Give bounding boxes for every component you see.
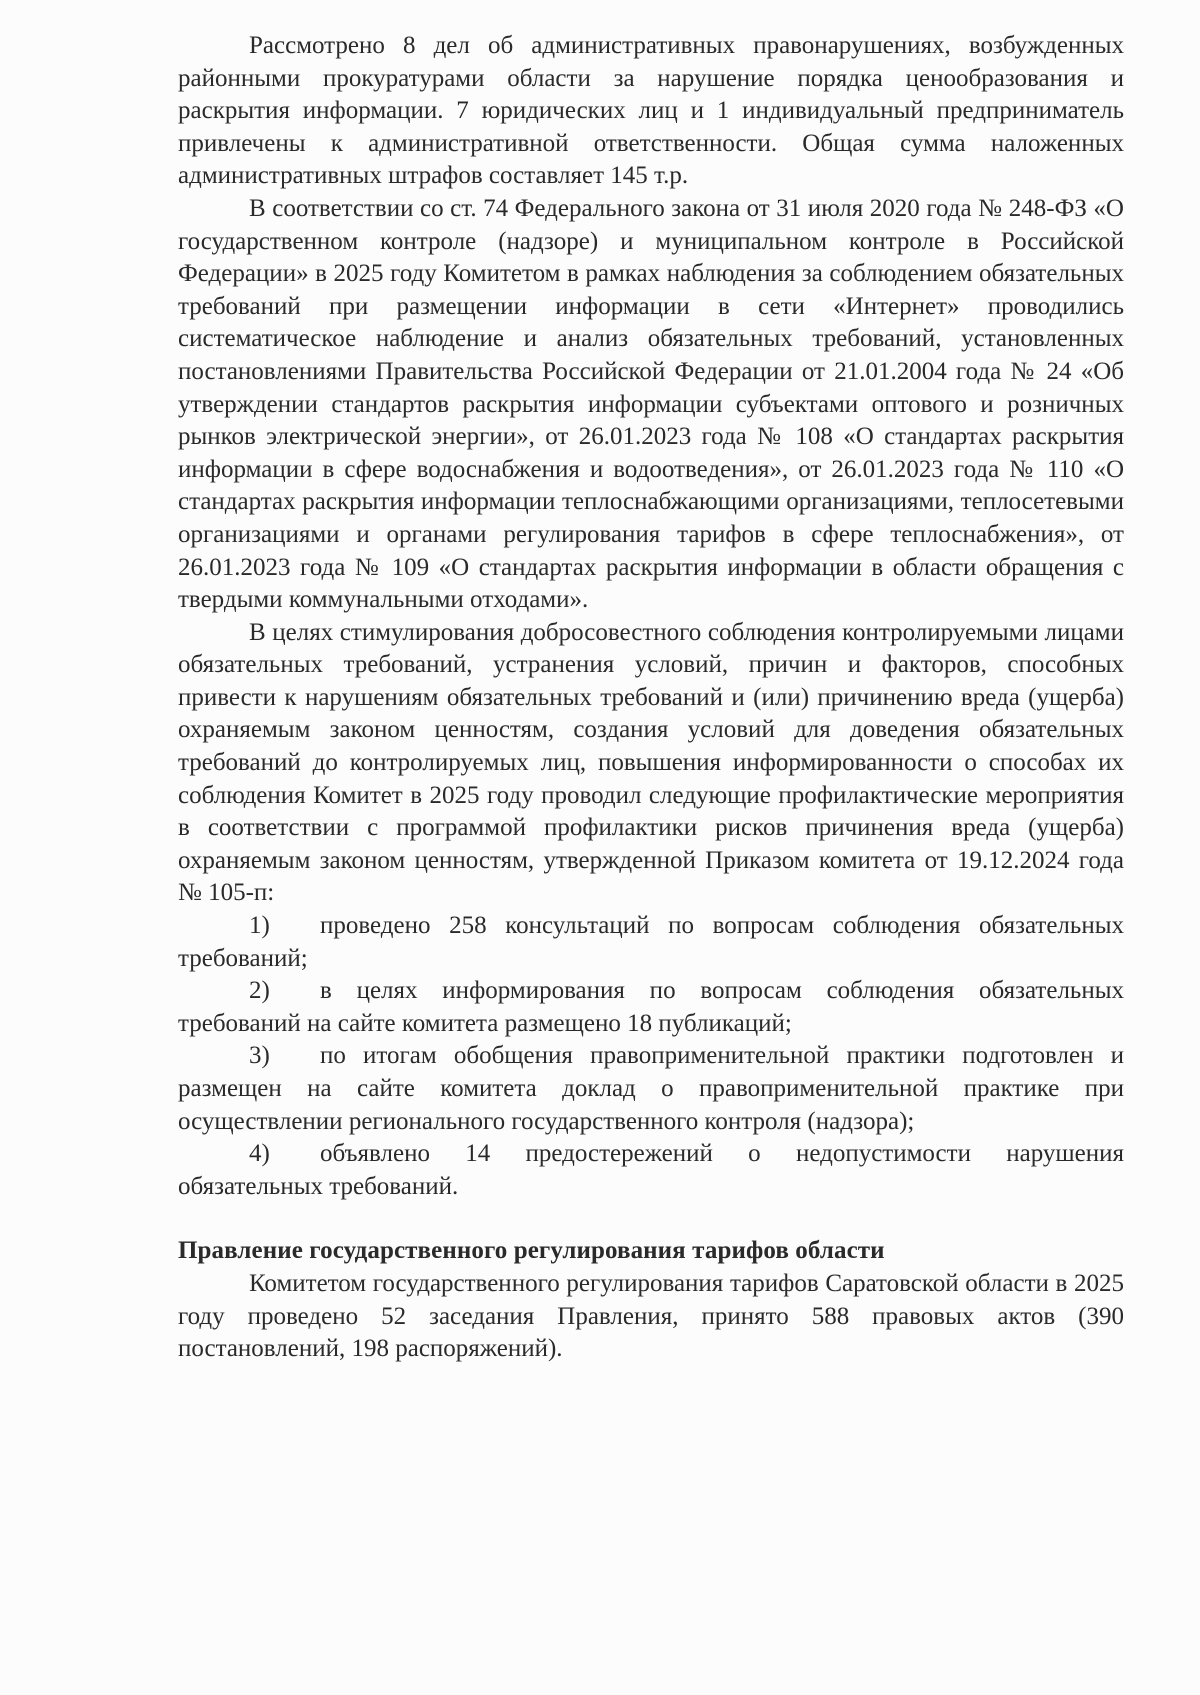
list-item-number: 4) <box>249 1140 270 1168</box>
paragraph-penalties: Рассмотрено 8 дел об административных правонарушениях, возбужденных районными прокуратурами области за нарушение порядка ценообразования и раскрытия информации. 7 юридических лиц и 1 индивидуальный предприниматель привлечены к административной ответственности. Общая сумма наложенных административных штрафов составляет 145 т.р. <box>178 32 1124 190</box>
list-item-text: в целях информирования по вопросам соблюдения обязательных требований на сайте комитета размещено 18 публикаций; <box>178 977 1124 1037</box>
list-item-number: 3) <box>249 1042 270 1070</box>
list-item-text: объявлено 14 предостережений о недопустимости нарушения обязательных требований. <box>178 1140 1124 1200</box>
section-heading: Правление государственного регулирования тарифов области <box>178 1237 885 1265</box>
list-item-text: проведено 258 консультаций по вопросам соблюдения обязательных требований; <box>178 912 1124 972</box>
list-item <box>178 1138 1124 1203</box>
list-item <box>178 975 1124 1040</box>
section-spacer <box>178 1203 1124 1235</box>
list-item-number: 1) <box>249 912 270 940</box>
paragraph-monitoring: В соответствии со ст. 74 Федерального закона от 31 июля 2020 года № 248-ФЗ «О государственном контроле (надзоре) и муниципальном контроле в Российской Федерации» в 2025 году Комитетом в рамках наблюдения за соблюдением обязательных требований при размещении информации в сети «Интернет» проводились систематическое наблюдение и анализ обязательных требований, установленных постановлениями Правительства Российской Федерации от 21.01.2004 года № 24 «Об утверждении стандартов раскрытия информации субъектами оптового и розничных рынков электрической энергии», от 26.01.2023 года № 108 «О стандартах раскрытия информации в сфере водоснабжения и водоотведения», от 26.01.2023 года № 110 «О стандартах раскрытия информации теплоснабжающими организациями, теплосетевыми организациями и органами регулирования тарифов в сфере теплоснабжения», от 26.01.2023 года № 109 «О стандартах раскрытия информации в области обращения с твердыми коммунальными отходами». <box>178 194 1124 614</box>
list-item <box>178 1040 1124 1138</box>
list-item-text: по итогам обобщения правоприменительной практики подготовлен и размещен на сайте комитета доклад о правоприменительной практике при осуществлении регионального государственного контроля (надзора); <box>178 1042 1124 1135</box>
list-item-number: 2) <box>249 977 270 1005</box>
paragraph-prevention: В целях стимулирования добросовестного соблюдения контролируемыми лицами обязательных требований, устранения условий, причин и факторов, способных привести к нарушениям обязательных требований и (или) причинению вреда (ущерба) охраняемым законом ценностям, создания условий для доведения обязательных требований до контролируемых лиц, повышения информированности о способах их соблюдения Комитет в 2025 году проводил следующие профилактические мероприятия в соответствии с программой профилактики рисков причинения вреда (ущерба) охраняемым законом ценностям, утвержденной Приказом комитета от 19.12.2024 года № 105-п: <box>178 618 1124 907</box>
document-body <box>178 30 1124 1366</box>
paragraph-board-meetings: Комитетом государственного регулирования тарифов Саратовской области в 2025 году проведено 52 заседания Правления, принято 588 правовых актов (390 постановлений, 198 распоряжений). <box>178 1269 1124 1363</box>
list-item <box>178 910 1124 975</box>
